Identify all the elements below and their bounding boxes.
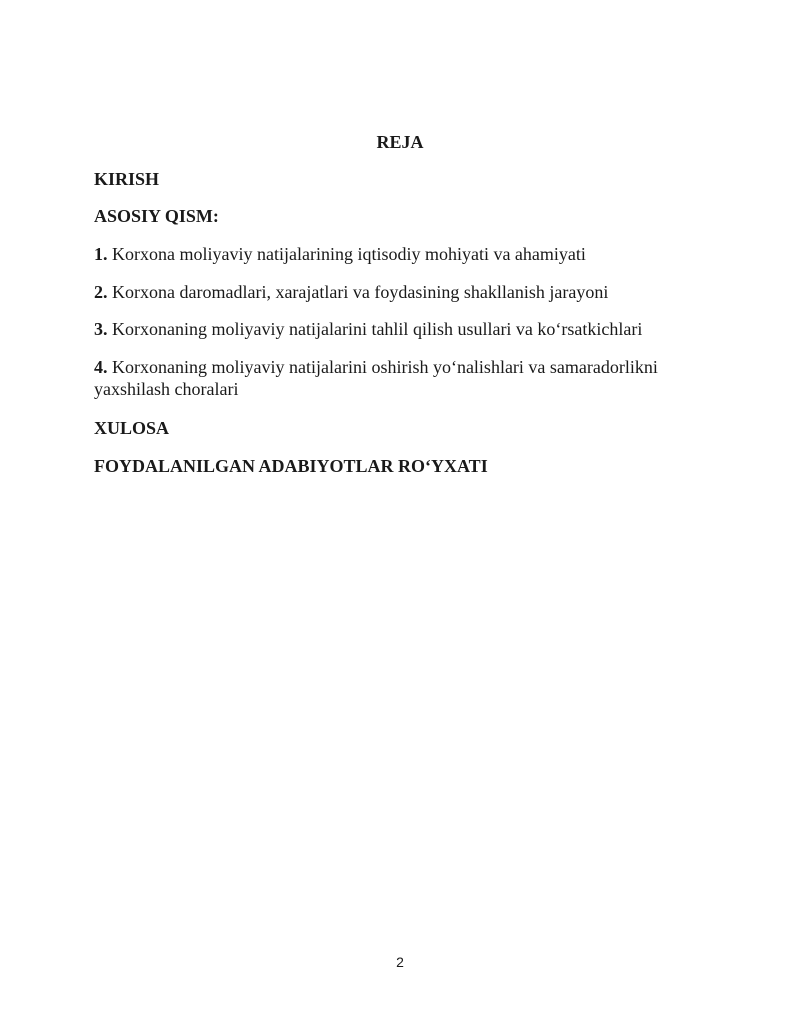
conclusion-heading: XULOSA: [94, 418, 170, 438]
plan-item-number: 1.: [94, 244, 108, 264]
introduction-heading: KIRISH: [94, 169, 160, 189]
plan-item-text: Korxona daromadlari, xarajatlari va foydasining shakllanish jarayoni: [112, 282, 609, 302]
main-part-heading: ASOSIY QISM:: [94, 206, 219, 226]
plan-item-number: 3.: [94, 319, 108, 339]
plan-title: REJA: [376, 132, 424, 152]
plan-item-1: [94, 243, 694, 265]
plan-item-text: Korxona moliyaviy natijalarining iqtisodiy mohiyati va ahamiyati: [112, 244, 586, 264]
plan-item-4: [94, 356, 679, 400]
plan-item-2: [94, 281, 694, 303]
plan-item-number: 2.: [94, 282, 108, 302]
plan-item-text: Korxonaning moliyaviy natijalarini tahlil qilish usullari va ko‘rsatkichlari: [112, 319, 643, 339]
references-heading: FOYDALANILGAN ADABIYOTLAR RO‘YXATI: [94, 456, 488, 476]
page-number: 2: [396, 954, 404, 970]
plan-item-number: 4.: [94, 357, 108, 377]
plan-item-text: Korxonaning moliyaviy natijalarini oshirish yo‘nalishlari va samaradorlikni yaxshilash choralari: [94, 357, 658, 399]
plan-item-3: [94, 318, 694, 340]
